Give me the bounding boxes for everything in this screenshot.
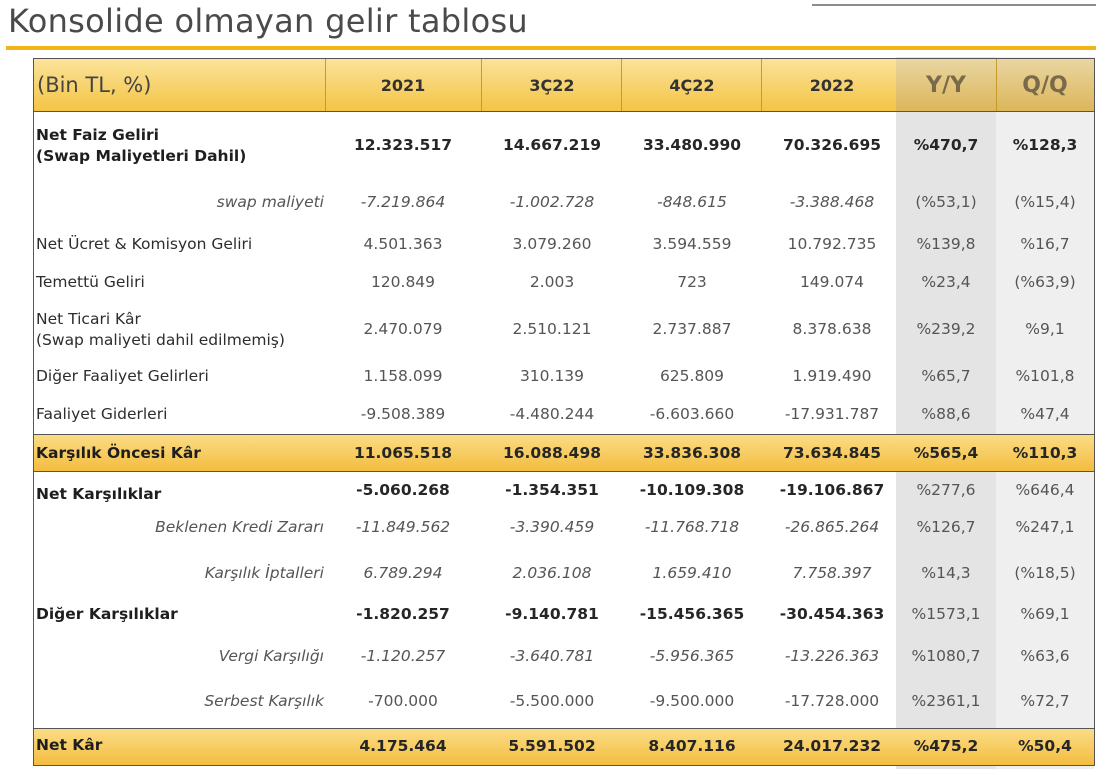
cell-value: -9.140.781 <box>505 605 599 623</box>
cell-qq: %646,4 <box>1015 481 1075 499</box>
cell-qq: %63,6 <box>1020 647 1070 665</box>
cell-value: 7.758.397 <box>792 564 872 582</box>
cell-value: -11.768.718 <box>644 518 740 536</box>
cell-qq: %69,1 <box>1020 605 1070 623</box>
cell-yy: %470,7 <box>913 136 979 154</box>
cell-value: -1.820.257 <box>356 605 450 623</box>
cell-value: 149.074 <box>799 273 865 291</box>
cell-value: -1.120.257 <box>360 647 446 665</box>
cell-qq: (%18,5) <box>1014 564 1076 582</box>
row-label: Serbest Karşılık <box>204 692 324 710</box>
cell-value: -5.500.000 <box>509 692 595 710</box>
cell-value: -10.109.308 <box>639 481 745 499</box>
cell-value: 2.737.887 <box>652 320 732 338</box>
cell-yy: %1573,1 <box>911 605 981 623</box>
cell-value: 2.003 <box>529 273 575 291</box>
row-label: Faaliyet Giderleri <box>36 405 168 423</box>
cell-value: 723 <box>677 273 707 291</box>
cell-value: 14.667.219 <box>502 136 602 154</box>
cell-value: 12.323.517 <box>353 136 453 154</box>
cell-value: 2.470.079 <box>363 320 443 338</box>
row-label: Karşılık Öncesi Kâr <box>36 444 201 462</box>
cell-value: 6.789.294 <box>363 564 443 582</box>
cell-value: -11.849.562 <box>355 518 451 536</box>
cell-qq: %47,4 <box>1020 405 1070 423</box>
cell-value: -19.106.867 <box>779 481 885 499</box>
cell-value: 70.326.695 <box>782 136 882 154</box>
cell-value: -7.219.864 <box>360 193 446 211</box>
cell-value: -848.615 <box>657 193 727 211</box>
cell-value: 120.849 <box>370 273 436 291</box>
cell-yy: %239,2 <box>916 320 976 338</box>
cell-value: 4.175.464 <box>359 737 447 755</box>
cell-yy: %1080,7 <box>911 647 981 665</box>
cell-yy: %565,4 <box>913 444 979 462</box>
cell-value: -17.728.000 <box>784 692 880 710</box>
header-unit: (Bin TL, %) <box>37 73 152 97</box>
cell-value: -9.508.389 <box>360 405 446 423</box>
row-label: Beklenen Kredi Zararı <box>155 518 324 536</box>
header-col-qq: Q/Q <box>1022 73 1068 98</box>
cell-value: 16.088.498 <box>502 444 602 462</box>
title-underline <box>6 46 1096 50</box>
cell-value: -3.640.781 <box>509 647 595 665</box>
cell-value: 24.017.232 <box>782 737 882 755</box>
cell-value: 8.407.116 <box>648 737 736 755</box>
cell-value: -4.480.244 <box>509 405 595 423</box>
cell-yy: %88,6 <box>921 405 971 423</box>
cell-value: 1.158.099 <box>363 367 443 385</box>
cell-value: -17.931.787 <box>784 405 880 423</box>
header-col-4q22: 4Ç22 <box>669 76 715 95</box>
cell-value: -5.956.365 <box>649 647 735 665</box>
page-title: Konsolide olmayan gelir tablosu <box>8 2 529 40</box>
header-col-yy: Y/Y <box>926 73 966 98</box>
cell-qq: %16,7 <box>1020 235 1070 253</box>
cell-yy: (%53,1) <box>915 193 977 211</box>
row-label: swap maliyeti <box>216 193 324 211</box>
row-label: Net Ücret & Komisyon Geliri <box>36 235 253 253</box>
cell-value: -1.354.351 <box>505 481 599 499</box>
cell-value: -3.388.468 <box>789 193 875 211</box>
cell-yy: %139,8 <box>916 235 976 253</box>
cell-value: -15.456.365 <box>639 605 745 623</box>
cell-value: 1.919.490 <box>792 367 872 385</box>
cell-yy: %475,2 <box>913 737 979 755</box>
row-label: Vergi Karşılığı <box>218 647 324 665</box>
row-label: Net Faiz Geliri <box>36 126 159 144</box>
cell-yy: %126,7 <box>916 518 976 536</box>
cell-value: 3.594.559 <box>652 235 732 253</box>
row-label: Diğer Faaliyet Gelirleri <box>36 367 209 385</box>
cell-value: -13.226.363 <box>784 647 880 665</box>
cell-value: 625.809 <box>659 367 725 385</box>
cell-qq: %50,4 <box>1018 737 1072 755</box>
cell-value: 11.065.518 <box>353 444 453 462</box>
cell-value: 2.510.121 <box>512 320 592 338</box>
row-label: Net Ticari Kâr <box>36 310 141 328</box>
cell-qq: %101,8 <box>1015 367 1075 385</box>
cell-qq: %110,3 <box>1012 444 1078 462</box>
cell-value: 73.634.845 <box>782 444 882 462</box>
cell-value: 1.659.410 <box>652 564 732 582</box>
cell-qq: (%63,9) <box>1014 273 1076 291</box>
cell-value: -6.603.660 <box>649 405 735 423</box>
row-label: Karşılık İptalleri <box>204 564 324 582</box>
cell-qq: %247,1 <box>1015 518 1075 536</box>
header-col-2021: 2021 <box>380 76 426 95</box>
cell-value: -26.865.264 <box>784 518 880 536</box>
row-label-sub: (Swap maliyeti dahil edilmemiş) <box>36 331 285 349</box>
cell-yy: %65,7 <box>921 367 971 385</box>
row-label: Temettü Geliri <box>36 273 145 291</box>
cell-yy: %2361,1 <box>911 692 981 710</box>
row-label-sub: (Swap Maliyetleri Dahil) <box>36 147 247 165</box>
cell-value: -700.000 <box>368 692 438 710</box>
row-label: Net Kâr <box>36 736 103 754</box>
cell-yy: %14,3 <box>921 564 971 582</box>
cell-qq: %72,7 <box>1020 692 1070 710</box>
row-label: Diğer Karşılıklar <box>36 605 178 623</box>
cell-qq: %9,1 <box>1025 320 1065 338</box>
cell-value: 310.139 <box>519 367 585 385</box>
cell-yy: %277,6 <box>916 481 976 499</box>
cell-qq: %128,3 <box>1012 136 1078 154</box>
row-label: Net Karşılıklar <box>36 485 162 503</box>
cell-value: 33.836.308 <box>642 444 742 462</box>
cell-value: 10.792.735 <box>787 235 877 253</box>
cell-value: 3.079.260 <box>512 235 592 253</box>
cell-value: -5.060.268 <box>356 481 450 499</box>
cell-value: -30.454.363 <box>779 605 885 623</box>
top-divider <box>812 4 1096 6</box>
cell-value: -3.390.459 <box>509 518 595 536</box>
cell-value: 33.480.990 <box>642 136 742 154</box>
cell-value: 2.036.108 <box>512 564 592 582</box>
cell-value: 4.501.363 <box>363 235 443 253</box>
cell-value: -1.002.728 <box>509 193 595 211</box>
cell-value: 8.378.638 <box>792 320 872 338</box>
cell-qq: (%15,4) <box>1014 193 1076 211</box>
cell-value: -9.500.000 <box>649 692 735 710</box>
cell-yy: %23,4 <box>921 273 971 291</box>
header-col-3q22: 3Ç22 <box>529 76 575 95</box>
header-col-2022: 2022 <box>809 76 855 95</box>
cell-value: 5.591.502 <box>508 737 596 755</box>
